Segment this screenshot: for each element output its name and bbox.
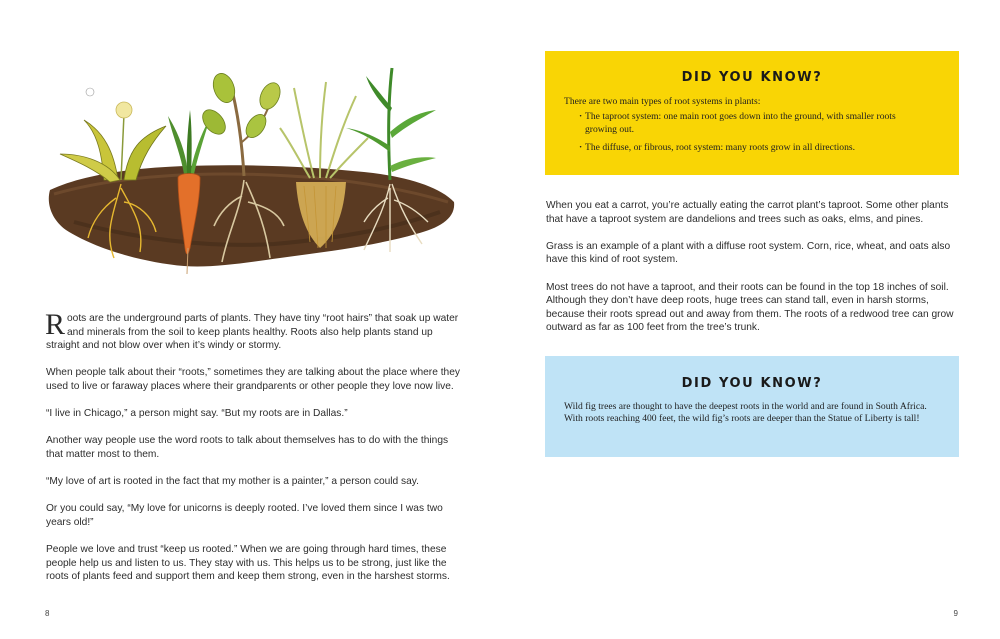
- paragraph: “My love of art is rooted in the fact that my mother is a painter,” a person could say.: [46, 476, 419, 488]
- paragraph: When people talk about their “roots,” sometimes they are talking about the place where they used to live or faraway places where their grandparents or other people they love now live.: [46, 367, 460, 392]
- box-body: [564, 96, 929, 155]
- roots-illustration: [44, 62, 458, 282]
- right-body-text: [546, 199, 958, 349]
- paragraph: Another way people use the word roots to talk about themselves has to do with the things that matter most to them.: [46, 435, 449, 460]
- right-page: [500, 0, 1000, 639]
- list-item: · The taproot system: one main root goes down into the ground, with smaller roots growing out.: [579, 111, 929, 136]
- did-you-know-box-yellow: [545, 51, 959, 175]
- paragraph: Most trees do not have a taproot, and their roots can be found in the top 18 inches of soil. Although they don’t have deep roots, huge trees can stand tall, even in harsh storms, because their roots spread out and away from them. The roots of a redwood tree can grow outward as far as 100 feet from the tree’s trunk.: [546, 281, 954, 334]
- box-title: DID YOU KNOW?: [681, 70, 823, 85]
- root-types-list: [564, 111, 929, 154]
- list-item: · The diffuse, or fibrous, root system: many roots grow in all directions.: [579, 142, 929, 154]
- paragraph: People we love and trust “keep us rooted.” When we are going through hard times, these people help us and listen to us. They stay with us. This helps us to be strong, just like the roots of plants feed and support them and keep them strong, even in the harshest storms.: [46, 544, 450, 583]
- paragraph-intro: Roots are the underground parts of plants. They have tiny “root hairs” that soak up water and minerals from the soil to keep plants healthy. Roots also help plants stand up straight and not blow over when it’s windy or stormy.: [45, 308, 459, 352]
- did-you-know-box-blue: [545, 356, 959, 457]
- dropcap-letter: R: [45, 308, 66, 341]
- paragraph: “I live in Chicago,” a person might say. “But my roots are in Dallas.”: [46, 408, 348, 420]
- box-intro: There are two main types of root systems in plants:: [564, 96, 761, 107]
- box-body: Wild fig trees are thought to have the deepest roots in the world and are found in South Africa. With roots reaching 400 feet, the wild fig’s roots are deeper than the Statue of Liberty is tall!: [564, 401, 927, 425]
- box-title: DID YOU KNOW?: [681, 376, 823, 391]
- left-body-text: [45, 308, 460, 597]
- page-number-right: 9: [953, 609, 958, 618]
- page-number-left: 8: [45, 609, 50, 618]
- paragraph: Grass is an example of a plant with a diffuse root system. Corn, rice, wheat, and oats also have this kind of root system.: [546, 240, 951, 266]
- paragraph: When you eat a carrot, you’re actually eating the carrot plant’s taproot. Some other plants that have a taproot system are dandelions and trees such as oaks, elms, and pines.: [546, 200, 949, 225]
- paragraph: Or you could say, “My love for unicorns is deeply rooted. I’ve loved them since I was two years old!”: [46, 503, 443, 528]
